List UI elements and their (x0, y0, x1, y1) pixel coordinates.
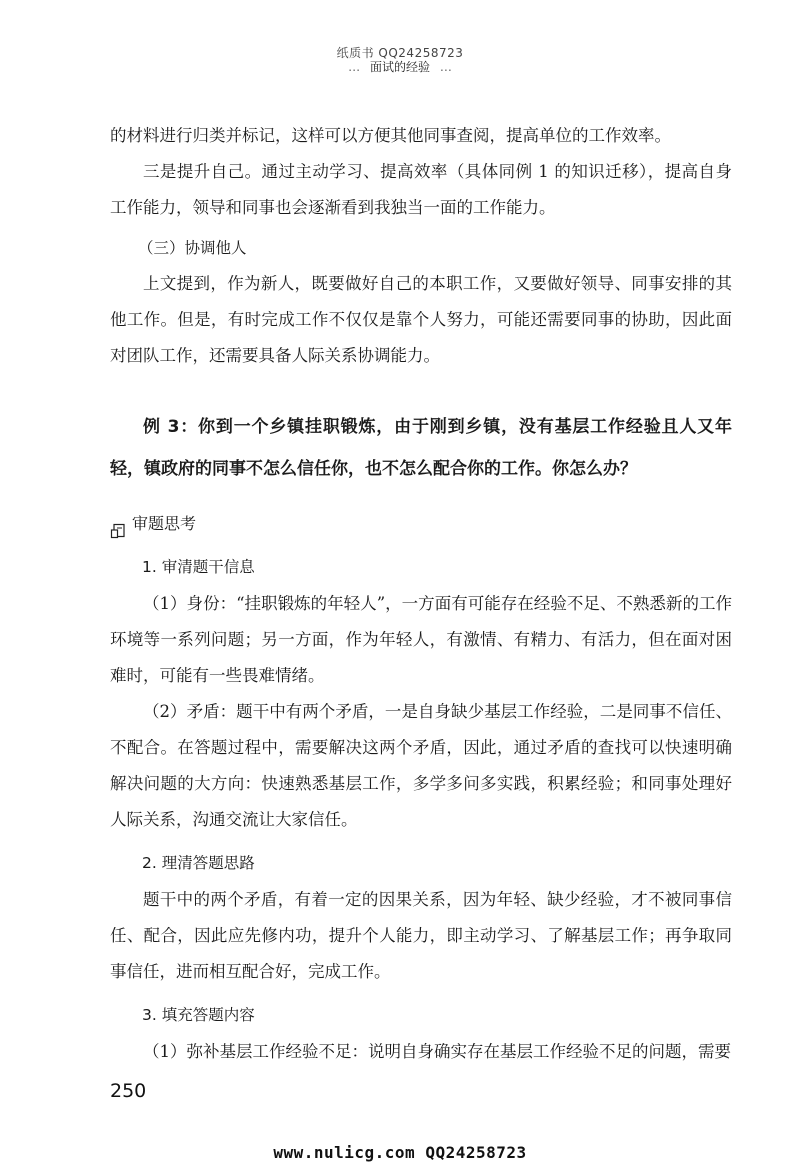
sub-heading-1: 1. 审清题干信息 (142, 558, 255, 576)
sub-heading-2: 2. 理清答题思路 (142, 854, 255, 872)
footer-url: www.nulicg.com QQ24258723 (273, 1143, 527, 1162)
paragraph-identity: （1）身份：“挂职锻炼的年轻人”，一方面有可能存在经验不足、不熟悉新的工作环境等一系列问题；另一方面，作为年轻人，有激情、有精力、有活力，但在面对困难时，可能有一些畏难情绪。 (110, 594, 732, 685)
sub-heading-3: 3. 填充答题内容 (142, 1006, 255, 1024)
page-number: 250 (110, 1080, 147, 1102)
page-content (110, 118, 732, 1070)
running-header (0, 58, 800, 75)
example-question: 例 3：你到一个乡镇挂职锻炼，由于刚到乡镇，没有基层工作经验且人又年轻，镇政府的同事不怎么信任你，也不怎么配合你的工作。你怎么办？ (110, 417, 732, 479)
notepad-icon (110, 516, 126, 532)
header-dots-right: … (439, 60, 452, 74)
paragraph-improve-self: 三是提升自己。通过主动学习、提高效率（具体同例 1 的知识迁移），提高自身工作能力，领导和同事也会逐渐看到我独当一面的工作能力。 (110, 162, 732, 217)
paragraph-approach: 题干中的两个矛盾，有着一定的因果关系，因为年轻、缺少经验，才不被同事信任、配合，因此应先修内功，提升个人能力，即主动学习、了解基层工作；再争取同事信任，进而相互配合好，完成工作。 (110, 890, 732, 981)
paragraph-coordinate: 上文提到，作为新人，既要做好自己的本职工作，又要做好领导、同事安排的其他工作。但是，有时完成工作不仅仅是靠个人努力，可能还需要同事的协助，因此面对团队工作，还需要具备人际关系协调能力。 (110, 274, 732, 365)
paragraph-fill-content: （1）弥补基层工作经验不足：说明自身确实存在基层工作经验不足的问题，需要 (143, 1042, 731, 1061)
running-header-title: 面试的经验 (369, 60, 430, 74)
section-heading-label: 审题思考 (132, 514, 197, 533)
paragraph-continued: 的材料进行归类并标记，这样可以方便其他同事查阅，提高单位的工作效率。 (110, 126, 671, 145)
subsection-heading-coordinate: （三）协调他人 (138, 239, 247, 257)
paragraph-contradiction: （2）矛盾：题干中有两个矛盾，一是自身缺少基层工作经验，二是同事不信任、不配合。在答题过程中，需要解决这两个矛盾，因此，通过矛盾的查找可以快速明确解决问题的大方向：快速熟悉基层工作，多学多问多实践，积累经验；和同事处理好人际关系，沟通交流让大家信任。 (110, 702, 732, 829)
watermark: 纸质书 QQ24258723 (336, 46, 464, 60)
section-heading-analysis (110, 506, 732, 542)
header-dots-left: … (348, 60, 361, 74)
